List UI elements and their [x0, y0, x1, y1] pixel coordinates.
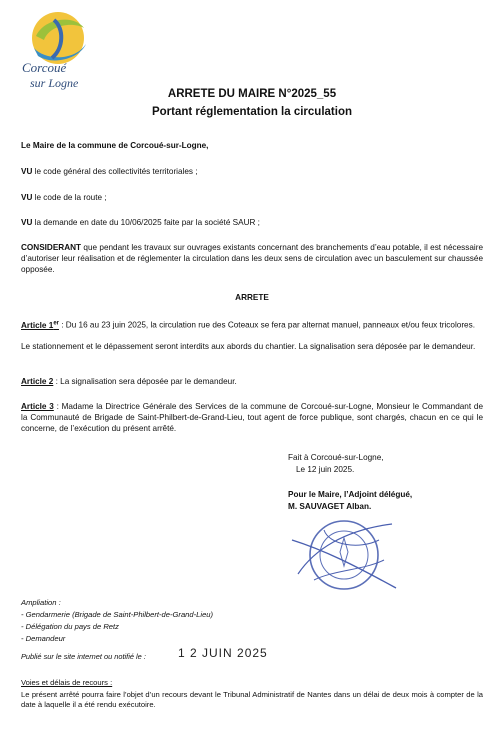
vu-keyword: VU: [21, 218, 33, 227]
considerant-text: que pendant les travaux sur ouvrages existants concernant des branchements d’eau potable, il est nécessaire d’autoriser leur réalisation et de réglementer la circulation dans les deux sens de circulation avec un basculement sur chaussée opposée.: [21, 243, 483, 275]
ampliation-item: - Délégation du pays de Retz: [21, 622, 119, 631]
official-stamp: [284, 510, 404, 600]
recours-title: Voies et délais de recours :: [21, 678, 113, 687]
considerant-keyword: CONSIDERANT: [21, 243, 82, 252]
recours-text: Le présent arrêté pourra faire l’objet d’un recours devant le Tribunal Administratif de Nantes dans un délai de deux mois à compter de la date à laquelle il a été rendu exécutoire.: [21, 690, 483, 710]
vu-keyword: VU: [21, 167, 33, 176]
article-1-label: Article 1er: [21, 320, 59, 330]
vu-paragraph-2: [21, 192, 483, 203]
signature-name: M. SAUVAGET Alban.: [288, 502, 372, 511]
document-title: ARRETE DU MAIRE N°2025_55: [167, 88, 337, 100]
vu-text: le code général des collectivités territoriales ;: [32, 167, 198, 176]
publication-date: 1 2 JUIN 2025: [178, 646, 268, 660]
article-1-text: : Du 16 au 23 juin 2025, la circulation rue des Coteaux se fera par alternat manuel, panneaux et/ou feux tricolores.: [58, 320, 475, 330]
article-2-label: Article 2: [21, 377, 54, 386]
article-3-text: : Madame la Directrice Générale des Services de la commune de Corcoué-sur-Logne, Monsieur le Commandant de la Communauté de Brigade de Saint-Philbert-de-Grand-Lieu, tout agent de force publique, sont chargés, chacun en ce qui le concerne, de l’exécution du présent arrêté.: [21, 402, 484, 434]
signature-role: Pour le Maire, l’Adjoint délégué,: [288, 490, 413, 499]
article-1-text-2: Le stationnement et le dépassement seront interdits aux abords du chantier. La signalisation sera déposée par le demandeur.: [21, 342, 476, 351]
vu-text: le code de la route ;: [32, 193, 107, 202]
vu-paragraph-1: [21, 166, 483, 177]
mayor-intro: Le Maire de la commune de Corcoué-sur-Logne,: [21, 141, 209, 150]
ampliation-item: - Gendarmerie (Brigade de Saint-Philbert-de-Grand-Lieu): [21, 610, 214, 619]
article-2-text: : La signalisation sera déposée par le demandeur.: [53, 377, 237, 386]
ampliation-item: - Demandeur: [21, 634, 66, 643]
document-subtitle: Portant réglementation la circulation: [151, 106, 352, 118]
vu-keyword: VU: [21, 193, 33, 202]
vu-paragraph-3: [21, 217, 483, 228]
decision-heading: ARRETE: [235, 293, 269, 302]
publication-label: Publié sur le site internet ou notifié le :: [21, 652, 146, 661]
article-3: [21, 401, 483, 435]
logo-text-line2: sur Logne: [30, 76, 79, 90]
article-2: [21, 376, 483, 387]
vu-text: la demande en date du 10/06/2025 faite par la société SAUR ;: [32, 218, 260, 227]
article-1: [21, 318, 483, 331]
signature-place: Fait à Corcoué-sur-Logne,: [288, 453, 384, 462]
article-3-label: Article 3: [21, 402, 54, 411]
ampliation-title: Ampliation :: [21, 598, 61, 607]
considerant-paragraph: [21, 242, 483, 276]
signature-date: Le 12 juin 2025.: [296, 465, 355, 474]
logo-text-line1: Corcoué: [22, 60, 67, 75]
